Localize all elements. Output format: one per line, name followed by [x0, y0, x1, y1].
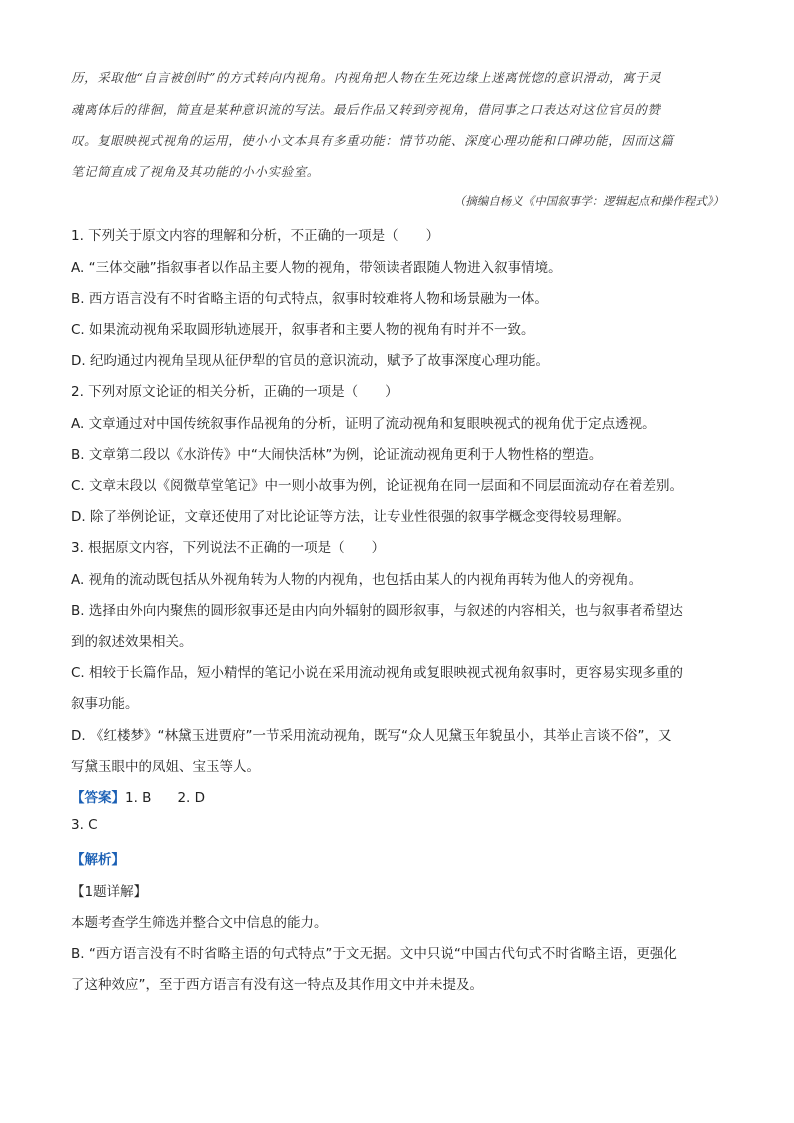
option-c: C. 如果流动视角采取圆形轨迹展开，叙事者和主要人物的视角有时并不一致。 [71, 322, 535, 338]
option-b: B. 西方语言没有不时省略主语的句式特点，叙事时较难将人物和场景融为一体。 [71, 291, 548, 307]
analysis-line: B. “西方语言没有不时省略主语的句式特点”于文无据。文中只说“中国古代句式不时省略主语，更强化 [71, 946, 677, 962]
passage-line: 魂离体后的徘徊，简直是某种意识流的写法。最后作品又转到旁视角，借同事之口表达对这位官员的赞 [71, 102, 661, 117]
option-a: A. 视角的流动既包括从外视角转为人物的内视角，也包括由某人的内视角再转为他人的旁视角。 [71, 572, 643, 588]
analysis-tag: 【解析】 [71, 852, 125, 868]
option-c: C. 文章末段以《阅微草堂笔记》中一则小故事为例，论证视角在同一层面和不同层面流动存在着差别。 [71, 478, 684, 494]
option-d-continued: 写黛玉眼中的凤姐、宝玉等人。 [71, 759, 260, 775]
option-b: B. 文章第二段以《水浒传》中“大闹快活林”为例，论证流动视角更利于人物性格的塑造。 [71, 447, 603, 463]
passage-line: 历，采取他“自言被创时”的方式转向内视角。内视角把人物在生死边缘上迷离恍惚的意识滑动，寓于灵 [71, 70, 662, 85]
question-stem: 3. 根据原文内容，下列说法不正确的一项是（ ） [71, 540, 386, 556]
option-d: D. 《红楼梦》“林黛玉进贾府”一节采用流动视角，既写“众人见黛玉年貌虽小，其举止言谈不俗”，又 [71, 728, 672, 744]
passage-line: 笔记简直成了视角及其功能的小小实验室。 [71, 164, 320, 179]
option-b: B. 选择由外向内聚焦的圆形叙事还是由内向外辐射的圆形叙事，与叙述的内容相关，也与叙事者希望达 [71, 603, 683, 619]
answer-tag: 【答案】 [71, 790, 125, 806]
answer-q3: 3. C [71, 817, 98, 833]
option-c: C. 相较于长篇作品，短小精悍的笔记小说在采用流动视角或复眼映视式视角叙事时，更容易实现多重的 [71, 665, 684, 681]
passage-source: （摘编自杨义《中国叙事学：逻辑起点和操作程式》） [453, 194, 724, 208]
option-a: A. 文章通过对中国传统叙事作品视角的分析，证明了流动视角和复眼映视式的视角优于定点透视。 [71, 416, 656, 432]
question-stem: 2. 下列对原文论证的相关分析，正确的一项是（ ） [71, 384, 399, 400]
question-stem: 1. 下列关于原文内容的理解和分析，不正确的一项是（ ） [71, 228, 440, 244]
answer-q1: 1. B [125, 790, 152, 806]
option-b-continued: 到的叙述效果相关。 [71, 634, 193, 650]
option-d: D. 除了举例论证，文章还使用了对比论证等方法，让专业性很强的叙事学概念变得较易理解。 [71, 509, 630, 525]
answer-q2: 2. D [177, 790, 206, 806]
option-d: D. 纪昀通过内视角呈现从征伊犁的官员的意识流动，赋予了故事深度心理功能。 [71, 353, 549, 369]
answer-line [71, 786, 205, 806]
option-c-continued: 叙事功能。 [71, 696, 139, 712]
option-a: A. “三体交融”指叙事者以作品主要人物的视角，带领读者跟随人物进入叙事情境。 [71, 260, 562, 276]
analysis-line: 了这种效应”，至于西方语言有没有这一特点及其作用文中并未提及。 [71, 977, 483, 993]
passage-line: 叹。复眼映视式视角的运用，使小小文本具有多重功能：情节功能、深度心理功能和口碑功能，因而这篇 [71, 133, 674, 148]
analysis-line: 本题考查学生筛选并整合文中信息的能力。 [71, 915, 328, 931]
analysis-heading: 【1题详解】 [71, 884, 148, 900]
